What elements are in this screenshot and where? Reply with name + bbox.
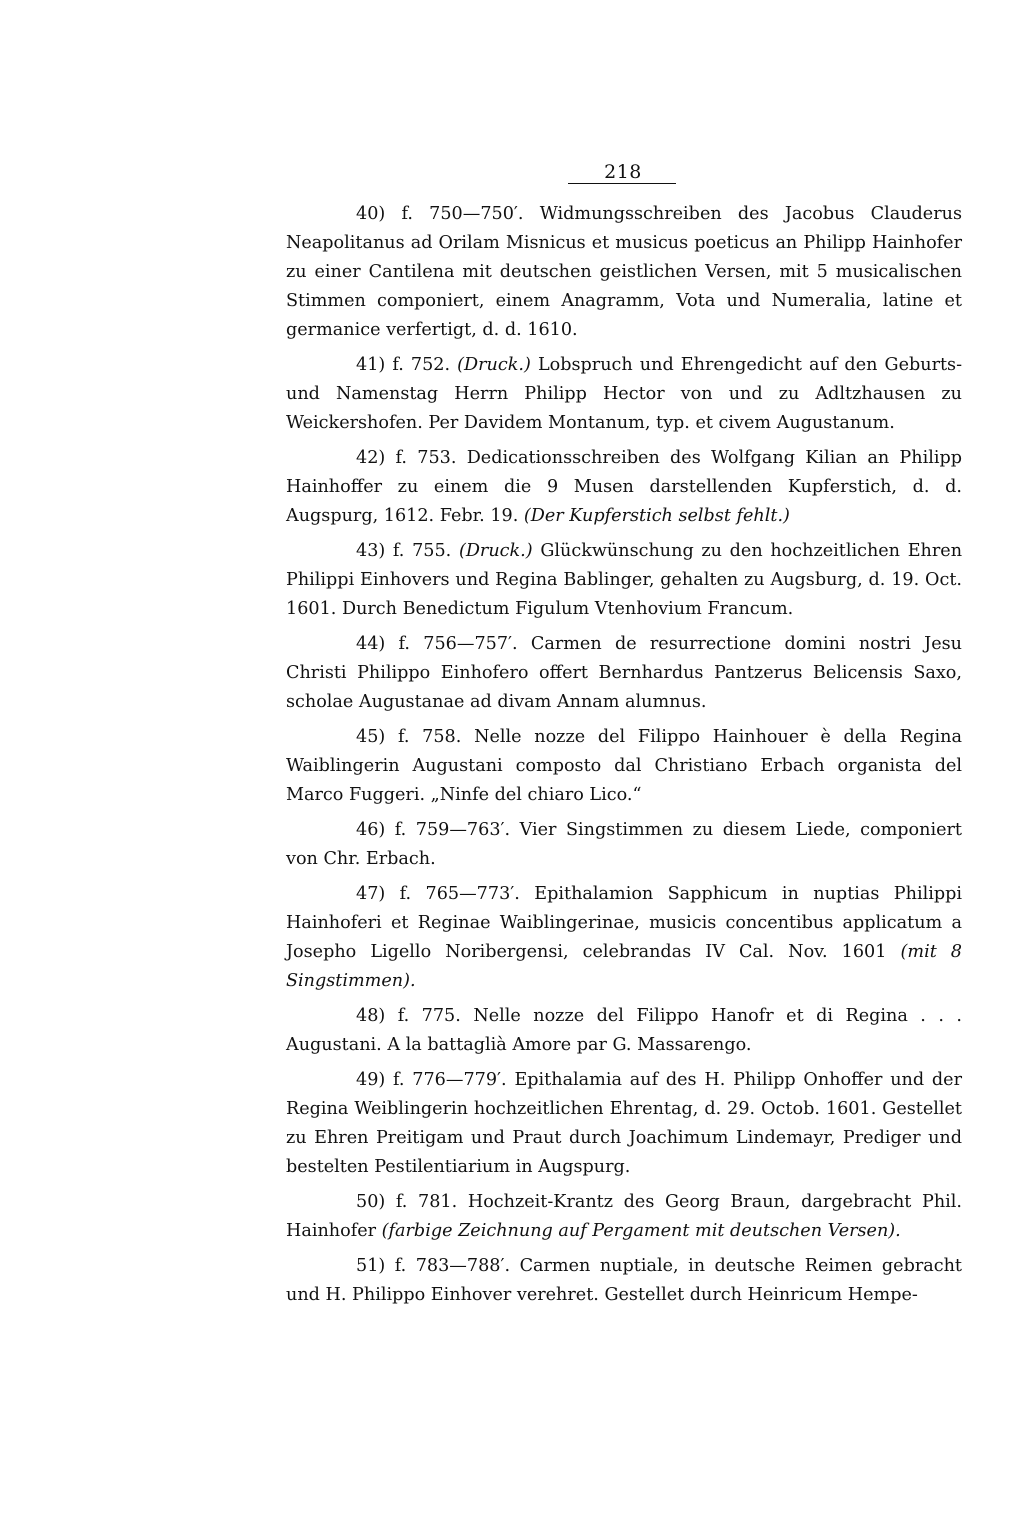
entry-print-note: (Druck.) [458, 541, 533, 561]
entry-number: 43) f. 755. [356, 541, 452, 561]
entry-description: Hochzeit-Krantz des Georg Braun, dargebracht Phil. Hainhofer [286, 1192, 963, 1241]
entry-remark: (Der Kupferstich selbst fehlt.) [523, 506, 790, 526]
entry-description: Carmen nuptiale, in deutsche Reimen gebracht und H. Philippo Einhover verehret. Gestellet durch Heinricum Hempe- [286, 1256, 962, 1305]
catalog-entry [286, 351, 962, 438]
entry-number: 50) f. 781. [356, 1192, 458, 1212]
entry-number: 44) f. 756—757′. [356, 634, 518, 654]
page-number: 218 [604, 161, 642, 183]
entry-number: 51) f. 783—788′. [356, 1256, 511, 1276]
catalog-entry [286, 1188, 962, 1246]
entry-number: 48) f. 775. [356, 1006, 461, 1026]
catalog-entry [286, 723, 962, 810]
entry-description: Vier Singstimmen zu diesem Liede, componiert von Chr. Erbach. [286, 820, 962, 869]
entry-number: 47) f. 765—773′. [356, 884, 520, 904]
entry-description: Nelle nozze del Filippo Hainhouer è della Regina Waiblingerin Augustani composto dal Christiano Erbach organista del Marco Fuggeri. „Ninfe del chiaro Lico.“ [286, 727, 962, 805]
catalog-entry [286, 1066, 962, 1182]
entry-description: Lobspruch und Ehrengedicht auf den Geburts- und Namenstag Herrn Philipp Hector von und zu Adltzhausen zu Weickershofen. Per Davidem Montanum, typ. et civem Augustanum. [286, 355, 963, 433]
entry-number: 49) f. 776—779′. [356, 1070, 507, 1090]
entry-print-note: (Druck.) [457, 355, 531, 375]
page-number-rule [568, 183, 676, 184]
catalog-entry [286, 444, 962, 531]
entry-description: Glückwünschung zu den hochzeitlichen Ehren Philippi Einhovers und Regina Bablinger, gehalten zu Augsburg, d. 19. Oct. 1601. Durch Benedictum Figulum Vtenhovium Francum. [286, 541, 963, 619]
catalog-entries [286, 200, 962, 1316]
entry-number: 46) f. 759—763′. [356, 820, 511, 840]
catalog-entry [286, 537, 962, 624]
entry-description: Epithalamia auf des H. Philipp Onhoffer und der Regina Weiblingerin hochzeitlichen Ehrentag, d. 29. Octob. 1601. Gestellet zu Ehren Preitigam und Praut durch Joachimum Lindemayr, Prediger und bestelten Pestilentiarium in Augspurg. [286, 1070, 963, 1177]
entry-number: 42) f. 753. [356, 448, 457, 468]
catalog-entry [286, 816, 962, 874]
entry-number: 41) f. 752. [356, 355, 451, 375]
catalog-entry [286, 200, 962, 345]
entry-remark: (farbige Zeichnung auf Pergament mit deutschen Versen). [381, 1221, 901, 1241]
catalog-entry [286, 1252, 962, 1310]
entry-number: 45) f. 758. [356, 727, 462, 747]
entry-description: Widmungsschreiben des Jacobus Clauderus Neapolitanus ad Orilam Misnicus et musicus poeticus an Philipp Hainhofer zu einer Cantilena mit deutschen geistlichen Versen, mit 5 musicalischen Stimmen componiert, einem Anagramm, Vota und Numeralia, latine et germanice verfertigt, d. d. 1610. [286, 204, 962, 340]
entry-number: 40) f. 750—750′. [356, 204, 524, 224]
catalog-entry [286, 630, 962, 717]
catalog-entry [286, 1002, 962, 1060]
catalog-entry [286, 880, 962, 996]
entry-description: Carmen de resurrectione domini nostri Jesu Christi Philippo Einhofero offert Bernhardus Pantzerus Belicensis Saxo, scholae Augustanae ad divam Annam alumnus. [286, 634, 963, 712]
entry-description: Nelle nozze del Filippo Hanofr et di Regina . . . Augustani. A la battaglià Amore par G. Massarengo. [286, 1006, 962, 1055]
entry-description: Dedicationsschreiben des Wolfgang Kilian an Philipp Hainhoffer zu einem die 9 Musen darstellenden Kupferstich, d. d. Augspurg, 1612. Febr. 19. [286, 448, 962, 526]
entry-remark: (mit 8 Singstimmen). [286, 942, 963, 991]
entry-description: Epithalamion Sapphicum in nuptias Philippi Hainhoferi et Reginae Waiblingerinae, musicis concentibus applicatum a Josepho Ligello Noribergensi, celebrandas IV Cal. Nov. 1601 [286, 884, 962, 962]
